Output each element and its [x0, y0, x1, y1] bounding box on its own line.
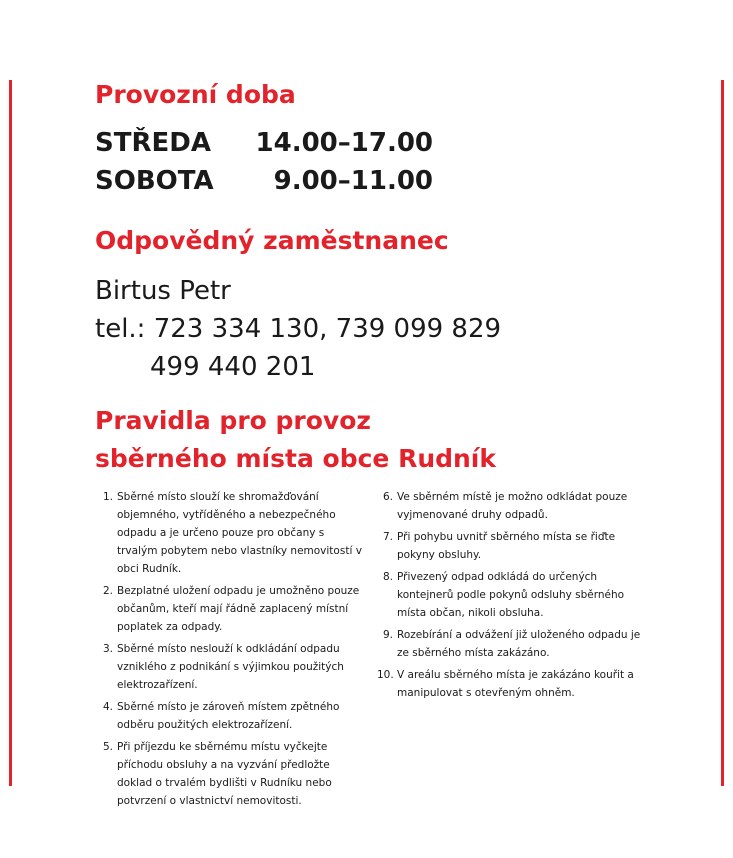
phone-label: tel.:: [95, 314, 146, 344]
rule-text: Při pohybu uvnitř sběrného místa se řiďte pokyny obsluhy.: [397, 531, 616, 561]
rules-heading-line-1: Pravidla pro provoz: [95, 406, 371, 435]
hours-time: 14.00–17.00: [255, 128, 433, 158]
rule-item: [97, 738, 365, 810]
rule-item: [377, 528, 645, 564]
rule-item: [97, 488, 365, 578]
hours-day: STŘEDA: [95, 128, 211, 158]
rule-number: 2.: [102, 585, 113, 597]
rule-text: Sběrné místo je zároveň místem zpětného odběru použitých elektrozařízení.: [117, 701, 340, 731]
rule-item: [377, 488, 645, 524]
rule-number: 4.: [102, 701, 113, 713]
rule-number: 7.: [382, 531, 393, 543]
rule-number: 6.: [382, 491, 393, 503]
rule-text: Ve sběrném místě je možno odkládat pouze vyjmenované druhy odpadů.: [397, 491, 628, 521]
rule-item: [377, 626, 645, 662]
hours-day: SOBOTA: [95, 166, 214, 196]
rule-number: 1.: [102, 491, 113, 503]
rule-text: Přivezený odpad odkládá do určených kontejnerů podle pokynů odsluhy sběrného místa občan, nikoli obsluha.: [397, 571, 625, 619]
staff-name: Birtus Petr: [95, 276, 231, 306]
rule-number: 5.: [102, 741, 113, 753]
rule-item: [377, 568, 645, 622]
rule-text: Sběrné místo neslouží k odkládání odpadu vzniklého z podnikání s výjimkou použitých elektrozařízení.: [117, 643, 344, 691]
rule-text: Při příjezdu ke sběrnému místu vyčkejte příchodu obsluhy a na vyzvání předložte doklad o trvalém bydlišti v Rudníku nebo potvrzení o vlastnictví nemovitosti.: [117, 741, 332, 807]
opening-hours-heading: Provozní doba: [95, 80, 296, 109]
rule-number: 10.: [377, 669, 394, 681]
rule-number: 8.: [382, 571, 393, 583]
rule-item: [97, 698, 365, 734]
rules-list-right: [377, 488, 645, 706]
rule-item: [377, 666, 645, 702]
rule-text: Bezplatné uložení odpadu je umožněno pouze občanům, kteří mají řádně zaplacený místní poplatek za odpady.: [117, 585, 360, 633]
phone-numbers: 723 334 130, 739 099 829: [153, 314, 502, 344]
rules-heading: [95, 402, 496, 478]
rules-list-left: [97, 488, 365, 814]
rule-number: 3.: [102, 643, 113, 655]
rule-item: [97, 640, 365, 694]
responsible-staff-heading: Odpovědný zaměstnanec: [95, 226, 449, 255]
right-accent-bar: [721, 80, 724, 786]
rule-number: 9.: [382, 629, 393, 641]
rule-item: [97, 582, 365, 636]
phone-line-1: [95, 312, 501, 346]
hours-time: 9.00–11.00: [273, 166, 433, 196]
rules-heading-line-2: sběrného místa obce Rudník: [95, 444, 497, 473]
rule-text: Sběrné místo slouží ke shromažďování objemného, vytříděného a nebezpečného odpadu a je určeno pouze pro občany s trvalým pobytem nebo vlastníky nemovitostí v obci Rudník.: [117, 491, 362, 575]
left-accent-bar: [9, 80, 12, 786]
phone-line-2: 499 440 201: [150, 352, 316, 382]
rule-text: Rozebírání a odvážení již uloženého odpadu je ze sběrného místa zakázáno.: [397, 629, 641, 659]
rule-text: V areálu sběrného místa je zakázáno kouřit a manipulovat s otevřeným ohněm.: [397, 669, 634, 699]
